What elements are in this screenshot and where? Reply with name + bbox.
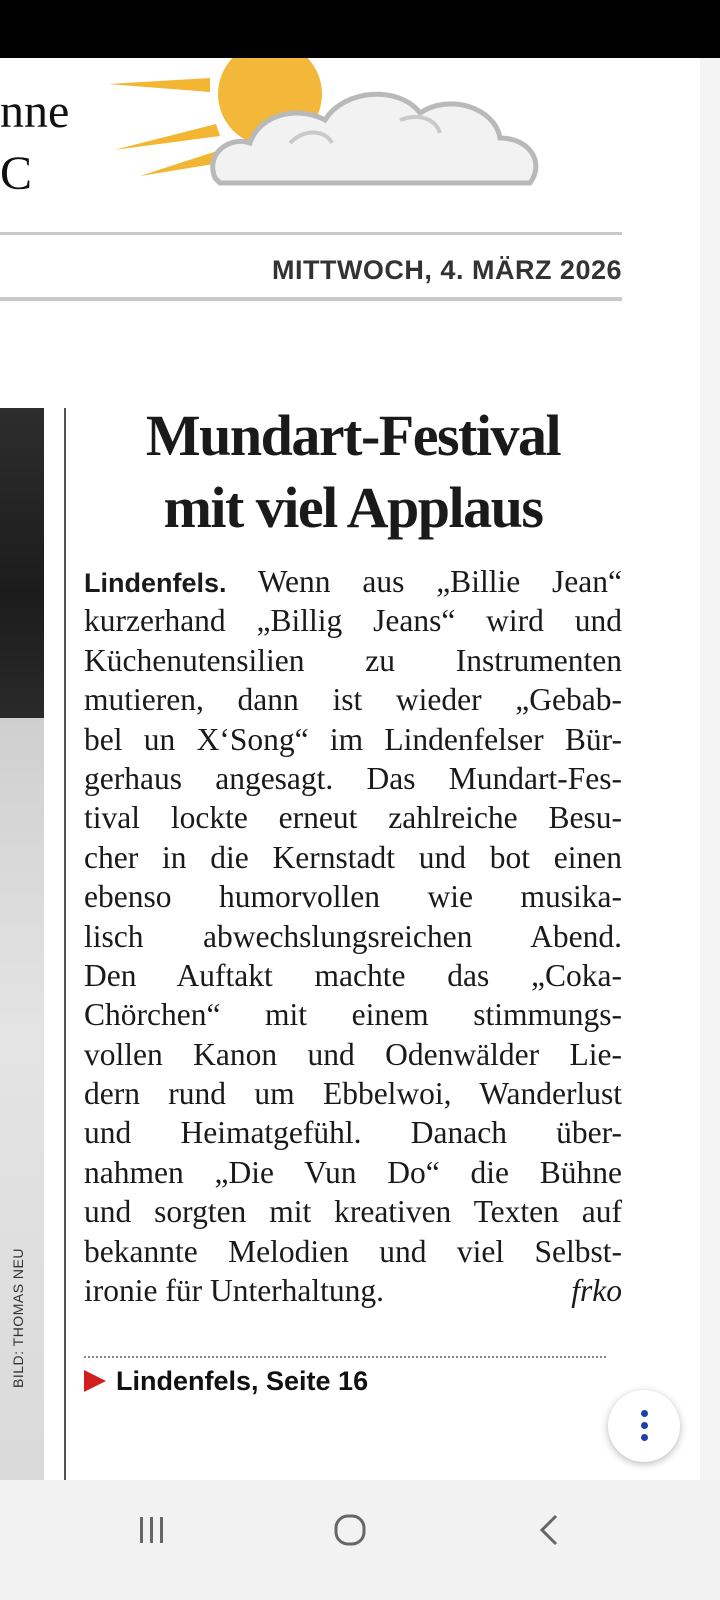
home-button[interactable] — [310, 1500, 390, 1560]
more-vertical-icon — [641, 1410, 648, 1417]
body-line: Chörchen“ mit einem stimmungs- — [84, 997, 622, 1033]
status-bar — [0, 0, 720, 58]
recent-apps-button[interactable] — [112, 1500, 192, 1560]
sun-behind-cloud-icon — [100, 58, 580, 208]
header-rule-top — [0, 232, 622, 235]
page-reference-text: Lindenfels, Seite 16 — [116, 1366, 369, 1396]
body-line: Lindenfels. Wenn aus „Billie Jean“ — [84, 564, 622, 599]
author-tag: frko — [571, 1273, 622, 1309]
body-line: nahmen „Die Vun Do“ die Bühne — [84, 1154, 622, 1190]
body-line: bel un X‘Song“ im Lindenfelser Bür- — [84, 721, 622, 757]
body-line: Den Auftakt machte das „Coka- — [84, 957, 622, 993]
photo-dark-area — [0, 408, 44, 718]
body-line-last: ironie für Unterhaltung. frko — [84, 1271, 622, 1310]
headline-line-2: mit viel Applaus — [163, 475, 543, 540]
header-rule-bottom — [0, 297, 622, 301]
back-button[interactable] — [508, 1500, 588, 1560]
body-line: ebenso humorvollen wie musika- — [84, 879, 622, 915]
dotted-separator — [84, 1356, 606, 1358]
page-reference-link[interactable] — [84, 1366, 368, 1397]
body-line: mutieren, dann ist wieder „Gebab- — [84, 682, 622, 718]
more-options-button[interactable] — [608, 1390, 680, 1462]
photo-light-area — [0, 718, 44, 1508]
weather-text-line-1: nne — [0, 85, 70, 138]
body-line: gerhaus angesagt. Das Mundart-Fes- — [84, 760, 622, 796]
arrow-right-icon — [84, 1370, 106, 1392]
issue-date: MITTWOCH, 4. MÄRZ 2026 — [271, 255, 622, 285]
back-icon — [508, 1500, 588, 1560]
article-body — [84, 562, 622, 1310]
headline-line-1: Mundart-Festival — [145, 403, 561, 468]
body-line: und Heimatgefühl. Danach über- — [84, 1115, 622, 1151]
dateline: Lindenfels. — [84, 568, 227, 598]
body-line: und sorgten mit kreativen Texten auf — [84, 1194, 622, 1230]
photo-credit: BILD: THOMAS NEU — [10, 1248, 26, 1388]
body-line: kurzerhand „Billig Jeans“ wird und — [84, 603, 622, 639]
body-line: lisch abwechslungsreichen Abend. — [84, 918, 622, 954]
body-line: cher in die Kernstadt und bot einen — [84, 839, 622, 875]
body-line: dern rund um Ebbelwoi, Wanderlust — [84, 1076, 622, 1112]
body-line: tival lockte erneut zahlreiche Besu- — [84, 800, 622, 836]
article-headline — [84, 400, 622, 544]
body-line: Küchenutensilien zu Instrumenten — [84, 642, 622, 678]
recent-apps-icon — [112, 1500, 192, 1560]
column-divider — [64, 408, 66, 1510]
navigation-bar — [0, 1480, 720, 1600]
body-line: vollen Kanon und Odenwälder Lie- — [84, 1036, 622, 1072]
page-edge — [700, 58, 720, 1510]
home-icon — [310, 1500, 390, 1560]
weather-text-line-2: C — [0, 147, 33, 200]
body-line: bekannte Melodien und viel Selbst- — [84, 1233, 622, 1269]
